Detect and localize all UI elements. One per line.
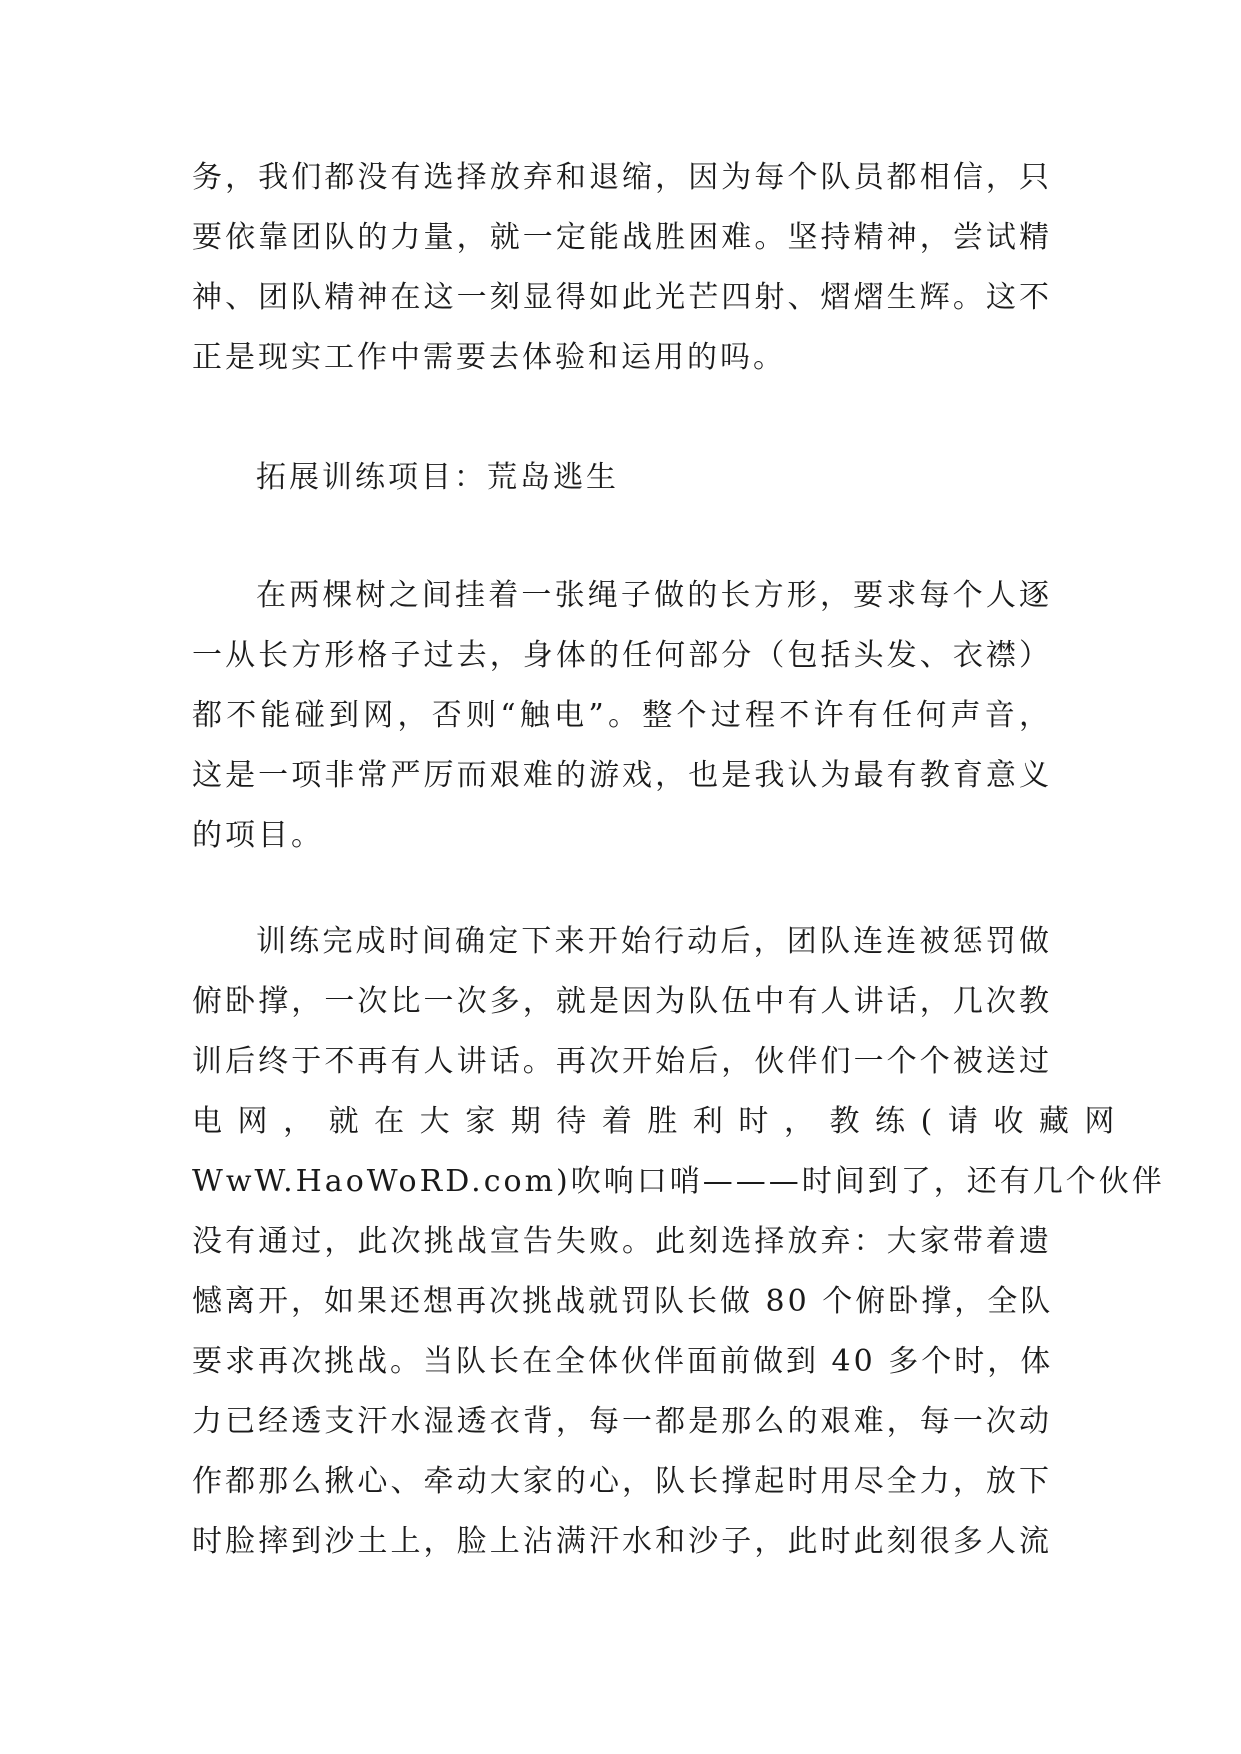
paragraph-2-line: 的项目。 [192,818,324,853]
paragraph-3-line: 没有通过，此次挑战宣告失败。此刻选择放弃：大家带着遗 [192,1224,1052,1259]
paragraph-3 [192,912,1165,1572]
paragraph-1-line: 务，我们都没有选择放弃和退缩，因为每个队员都相信，只 [192,160,1052,195]
paragraph-2 [192,566,1052,866]
paragraph-3-line: 电 网 ， 就 在 大 家 期 待 着 胜 利 时 ， 教 练 ( 请 收 藏 网 [192,1104,1118,1139]
paragraph-3-line: 训后终于不再有人讲话。再次开始后，伙伴们一个个被送过 [192,1044,1052,1079]
paragraph-2-line: 在两棵树之间挂着一张绳子做的长方形，要求每个人逐 [256,578,1052,613]
paragraph-2-line: 这是一项非常严厉而艰难的游戏，也是我认为最有教育意义 [192,758,1052,793]
paragraph-3-line: 训练完成时间确定下来开始行动后，团队连连被惩罚做 [256,924,1052,959]
section-heading: 拓展训练项目：荒岛逃生 [256,460,619,495]
paragraph-2-line: 都不能碰到网，否则“触电”。整个过程不许有任何声音， [192,698,1052,733]
paragraph-3-line: 俯卧撑，一次比一次多，就是因为队伍中有人讲话，几次教 [192,984,1052,1019]
paragraph-1-line: 要依靠团队的力量，就一定能战胜困难。坚持精神，尝试精 [192,220,1052,255]
paragraph-2-line: 一从长方形格子过去，身体的任何部分（包括头发、衣襟） [192,638,1052,673]
paragraph-1-line: 正是现实工作中需要去体验和运用的吗。 [192,340,786,375]
paragraph-1 [192,148,1052,388]
paragraph-3-line: 要求再次挑战。当队长在全体伙伴面前做到 40 多个时，体 [192,1344,1054,1379]
paragraph-3-line: 憾离开，如果还想再次挑战就罚队长做 80 个俯卧撑，全队 [192,1284,1054,1319]
paragraph-1-line: 神、团队精神在这一刻显得如此光芒四射、熠熠生辉。这不 [192,280,1052,315]
paragraph-3-line: 时脸摔到沙土上，脸上沾满汗水和沙子，此时此刻很多人流 [192,1524,1052,1559]
paragraph-3-line: 力已经透支汗水湿透衣背，每一都是那么的艰难，每一次动 [192,1404,1052,1439]
paragraph-3-line: WwW.HaoWoRD.com)吹响口哨———时间到了，还有几个伙伴 [192,1164,1165,1199]
paragraph-3-line: 作都那么揪心、牵动大家的心，队长撑起时用尽全力，放下 [192,1464,1052,1499]
